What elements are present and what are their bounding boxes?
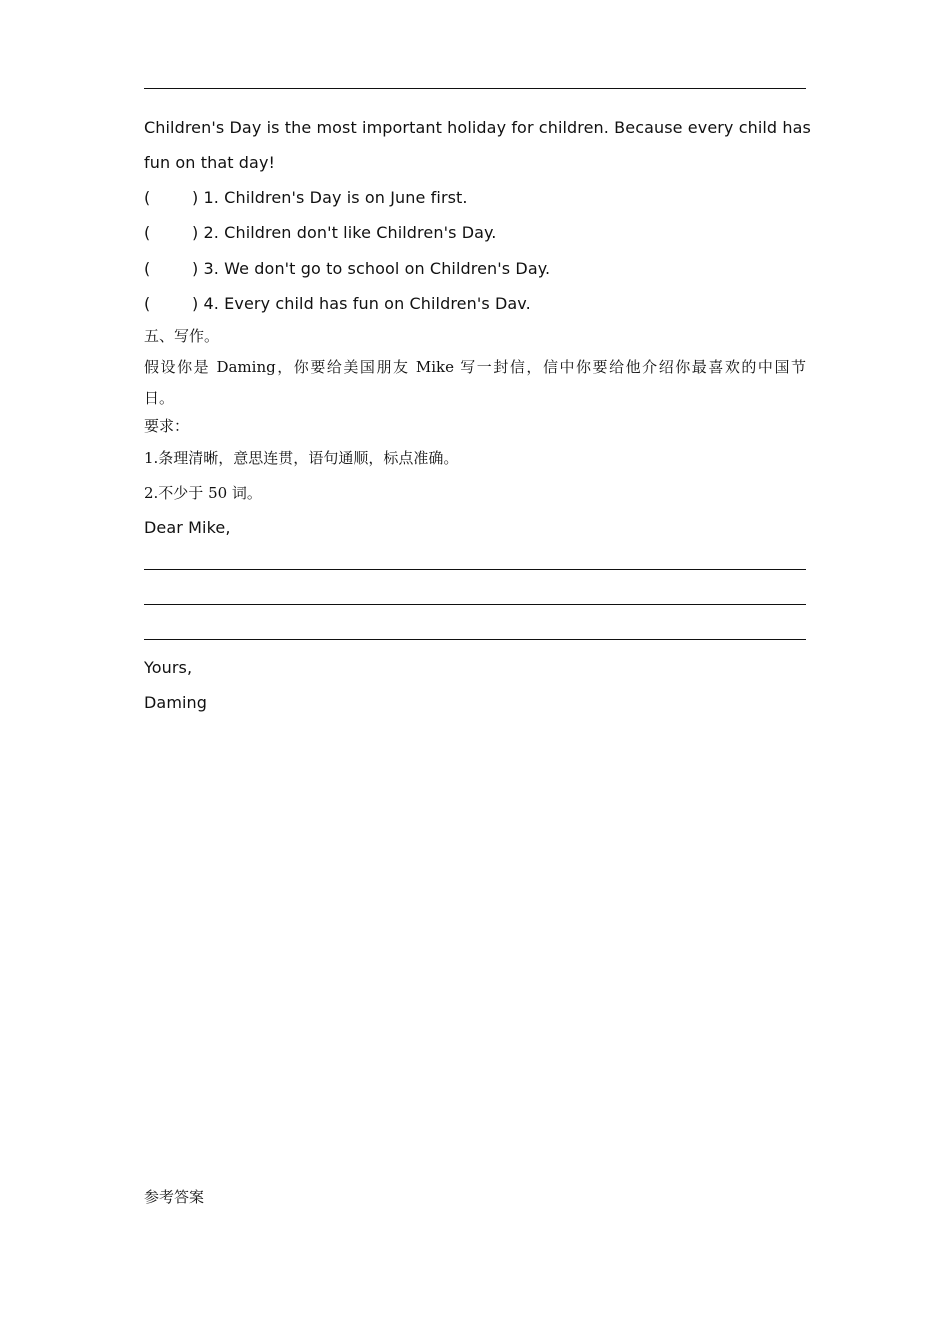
writing-blank-line-2[interactable]: [144, 604, 806, 605]
passage-line-1: Children's Day is the most important holiday for children. Because every child has: [144, 118, 811, 137]
requirements-label: 要求：: [144, 417, 190, 435]
question-3-text: 3. We don't go to school on Children's Day.: [203, 259, 551, 278]
letter-signature: Daming: [144, 693, 208, 712]
requirement-1: 1.条理清晰，意思连贯，语句通顺，标点准确。: [144, 449, 459, 467]
question-4: ( ) 4. Every child has fun on Children's Dav.: [144, 294, 531, 313]
answer-key-heading: 参考答案: [144, 1188, 205, 1206]
writing-heading: 五、写作。: [144, 327, 220, 345]
writing-blank-line-1[interactable]: [144, 569, 806, 570]
answer-blank-2[interactable]: (: [144, 223, 151, 242]
question-3: ( ) 3. We don't go to school on Children's Day.: [144, 259, 551, 278]
top-divider-line: [144, 88, 806, 89]
writing-blank-line-3[interactable]: [144, 639, 806, 640]
answer-blank-3[interactable]: (: [144, 259, 151, 278]
requirement-2: 2.不少于 50 词。: [144, 484, 262, 502]
letter-closing: Yours,: [144, 658, 193, 677]
question-4-text: 4. Every child has fun on Children's Dav.: [203, 294, 531, 313]
question-1-text: 1. Children's Day is on June first.: [203, 188, 468, 207]
question-1: ( ) 1. Children's Day is on June first.: [144, 188, 468, 207]
writing-prompt-line-1: 假设你是 Daming，你要给美国朋友 Mike 写一封信，信中你要给他介绍你最喜欢的中国节: [144, 358, 806, 376]
answer-blank-1[interactable]: (: [144, 188, 151, 207]
question-2-text: 2. Children don't like Children's Day.: [203, 223, 497, 242]
passage-line-2: fun on that day!: [144, 153, 276, 172]
letter-salutation: Dear Mike,: [144, 518, 231, 537]
question-2: ( ) 2. Children don't like Children's Day.: [144, 223, 497, 242]
answer-blank-4[interactable]: (: [144, 294, 151, 313]
writing-prompt-line-2: 日。: [144, 389, 175, 407]
